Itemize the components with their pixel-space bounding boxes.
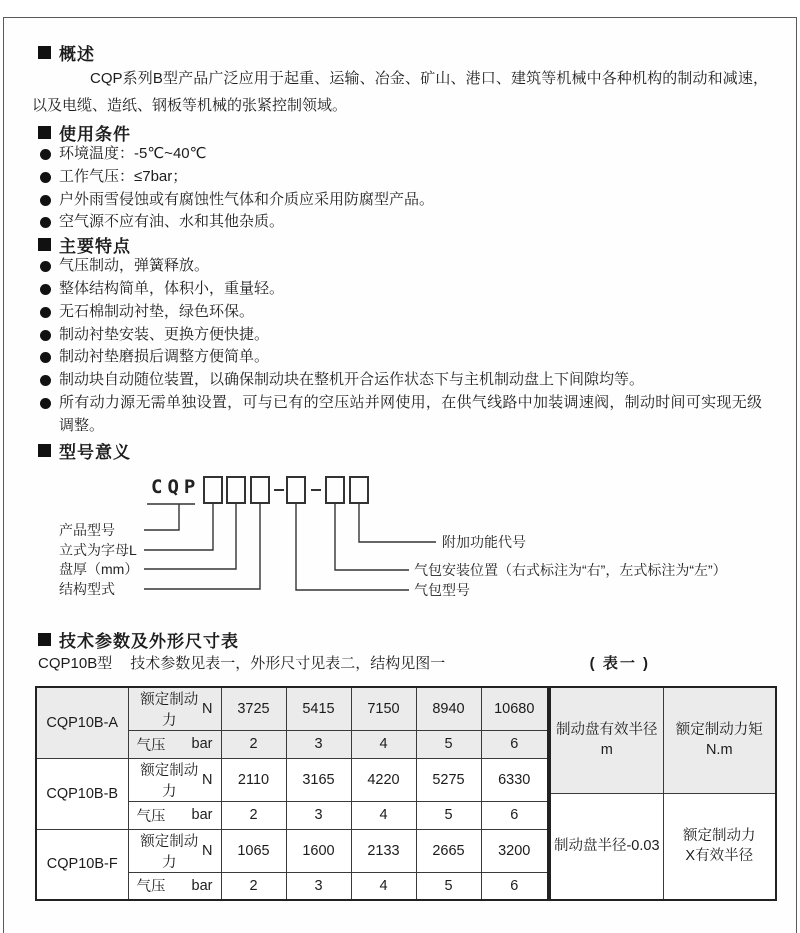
features-list [32, 255, 768, 437]
overview-paragraph: CQP系列B型产品广泛应用于起重、运输、冶金、矿山、港口、建筑等机械中各种机构的制动和减速，以及电缆、造纸、钢板等机械的张紧控制领域。 [32, 70, 768, 114]
table-one-tag: ( 表一 ) [589, 654, 650, 672]
value-cell: 2 [221, 730, 286, 758]
section-heading-features [38, 234, 768, 255]
square-marker-icon [38, 238, 51, 251]
value-cell: 3200 [481, 829, 548, 872]
value-cell: 3 [286, 730, 351, 758]
pressure-label: 气压 [136, 808, 166, 825]
torque-formula-cell [663, 793, 776, 900]
model-cell: CQP10B-B [36, 758, 128, 829]
torque-header-cell [663, 687, 776, 794]
circle-bullet-icon [40, 330, 51, 341]
body-line: 额定制动力 [683, 828, 756, 845]
value-cell: 5 [416, 801, 481, 829]
pressure-unit: bar [191, 736, 213, 753]
model-code-box [251, 477, 269, 503]
list-item-text: 无石棉制动衬垫，绿色环保。 [59, 302, 255, 320]
list-item [32, 189, 768, 212]
force-label: 额定制动力 [140, 691, 199, 729]
section-heading-overview [38, 42, 768, 63]
value-cell: 3 [286, 872, 351, 900]
value-cell: 3 [286, 801, 351, 829]
section-title-model: 型号意义 [59, 442, 131, 462]
pressure-label-cell [128, 801, 221, 829]
pressure-label: 气压 [136, 879, 166, 896]
list-item [32, 166, 768, 189]
value-cell: 4220 [351, 758, 416, 801]
section-title-features: 主要特点 [59, 237, 131, 257]
force-label: 额定制动力 [140, 833, 199, 871]
model-label-product: 产品型号 [59, 521, 115, 538]
list-item [32, 392, 768, 438]
list-item [32, 346, 768, 369]
circle-bullet-icon [40, 217, 51, 228]
value-cell: 5275 [416, 758, 481, 801]
page-content [4, 18, 796, 901]
radius-formula-cell [550, 793, 663, 900]
model-label-extra-function: 附加功能代号 [442, 533, 526, 550]
circle-bullet-icon [40, 172, 51, 183]
value-cell: 2 [221, 872, 286, 900]
conditions-list [32, 143, 768, 234]
model-label-vertical: 立式为字母L [59, 541, 137, 558]
force-label: 额定制动力 [140, 762, 199, 800]
model-cell: CQP10B-F [36, 829, 128, 900]
list-item-text: 工作气压：≤7bar； [59, 167, 188, 185]
circle-bullet-icon [40, 284, 51, 295]
list-item-text: 气压制动，弹簧释放。 [59, 257, 210, 275]
specs-subtitle: 技术参数见表一，外形尺寸见表二，结构见图一 [130, 654, 446, 672]
pressure-unit: bar [191, 877, 213, 894]
value-cell: 1065 [221, 829, 286, 872]
value-cell: 4 [351, 730, 416, 758]
list-item [32, 324, 768, 347]
force-label-cell [128, 687, 221, 731]
section-heading-specs [38, 629, 768, 650]
header-line: 制动盘有效半径 [556, 722, 658, 739]
value-cell: 3165 [286, 758, 351, 801]
circle-bullet-icon [40, 352, 51, 363]
list-item-text: 环境温度：-5℃~40℃ [59, 145, 207, 162]
model-code-diagram [32, 467, 768, 617]
torque-reference-table [549, 686, 777, 902]
model-label-disc-thickness: 盘厚（mm） [59, 560, 139, 577]
value-cell: 6330 [481, 758, 548, 801]
list-item [32, 143, 768, 166]
model-connector-lines [32, 467, 776, 617]
specs-model-name: CQP10B型 [38, 654, 113, 672]
value-cell: 3725 [221, 687, 286, 731]
value-cell: 8940 [416, 687, 481, 731]
table-row [550, 793, 776, 900]
header-line: m [600, 742, 613, 759]
list-item-text: 制动衬垫安装、更换方便快捷。 [59, 325, 270, 343]
square-marker-icon [38, 633, 51, 646]
pressure-label-cell [128, 872, 221, 900]
list-item [32, 278, 768, 301]
spec-tables [35, 686, 768, 902]
square-marker-icon [38, 126, 51, 139]
value-cell: 2110 [221, 758, 286, 801]
section-title-specs: 技术参数及外形尺寸表 [59, 631, 239, 651]
value-cell: 2 [221, 801, 286, 829]
list-item-text: 所有动力源无需单独设置，可与已有的空压站并网使用，在供气线路中加装调速阀，制动时间可实现无级调整。 [59, 393, 762, 434]
body-line: 制动盘半径-0.03 [553, 838, 660, 855]
section-title-overview: 概述 [59, 45, 95, 64]
square-marker-icon [38, 444, 51, 457]
model-code-box [350, 477, 368, 503]
specs-subtitle-row [32, 653, 768, 673]
force-unit: N [202, 842, 213, 859]
section-heading-conditions [38, 122, 768, 143]
value-cell: 6 [481, 730, 548, 758]
list-item-text: 户外雨雪侵蚀或有腐蚀性气体和介质应采用防腐型产品。 [59, 190, 435, 208]
list-item-text: 制动衬垫磨损后调整方便简单。 [59, 348, 270, 366]
list-item [32, 211, 768, 234]
page-frame [3, 17, 797, 933]
pressure-unit: bar [191, 807, 213, 824]
model-cell: CQP10B-A [36, 687, 128, 759]
value-cell: 2133 [351, 829, 416, 872]
value-cell: 6 [481, 872, 548, 900]
value-cell: 5 [416, 730, 481, 758]
pressure-label: 气压 [136, 737, 166, 754]
circle-bullet-icon [40, 398, 51, 409]
circle-bullet-icon [40, 149, 51, 160]
pressure-label-cell [128, 730, 221, 758]
model-code-box [287, 477, 305, 503]
value-cell: 5415 [286, 687, 351, 731]
model-prefix: CQP [151, 475, 201, 498]
section-title-conditions: 使用条件 [59, 125, 131, 144]
value-cell: 4 [351, 872, 416, 900]
value-cell: 2665 [416, 829, 481, 872]
value-cell: 10680 [481, 687, 548, 731]
force-unit: N [202, 771, 213, 788]
value-cell: 5 [416, 872, 481, 900]
square-marker-icon [38, 46, 51, 59]
model-label-airbag-position: 气包安装位置（右式标注为“右”，左式标注为“左”） [414, 561, 727, 578]
list-item [32, 255, 768, 278]
value-cell: 4 [351, 801, 416, 829]
header-line: 额定制动力矩 [675, 722, 763, 739]
list-item-text: 空气源不应有油、水和其他杂质。 [59, 213, 285, 231]
force-label-cell [128, 829, 221, 872]
table-row [36, 758, 548, 801]
table-row [36, 687, 548, 731]
circle-bullet-icon [40, 261, 51, 272]
force-unit: N [202, 700, 213, 717]
list-item [32, 301, 768, 324]
list-item [32, 369, 768, 392]
model-label-structure: 结构型式 [59, 580, 115, 597]
list-item-text: 整体结构简单，体积小，重量轻。 [59, 279, 285, 297]
table-row [550, 687, 776, 794]
model-label-airbag-model: 气包型号 [414, 581, 470, 598]
circle-bullet-icon [40, 195, 51, 206]
model-code-box [227, 477, 245, 503]
table-row [36, 829, 548, 872]
parameters-table [35, 686, 549, 902]
circle-bullet-icon [40, 375, 51, 386]
circle-bullet-icon [40, 307, 51, 318]
force-label-cell [128, 758, 221, 801]
model-code-box [204, 477, 222, 503]
header-line: N.m [705, 742, 733, 759]
body-line: X有效半径 [685, 848, 754, 865]
value-cell: 1600 [286, 829, 351, 872]
radius-header-cell [550, 687, 663, 794]
value-cell: 6 [481, 801, 548, 829]
section-heading-model [38, 440, 768, 461]
list-item-text: 制动块自动随位装置，以确保制动块在整机开合运作状态下与主机制动盘上下间隙均等。 [59, 371, 645, 389]
value-cell: 7150 [351, 687, 416, 731]
model-code-box [326, 477, 344, 503]
